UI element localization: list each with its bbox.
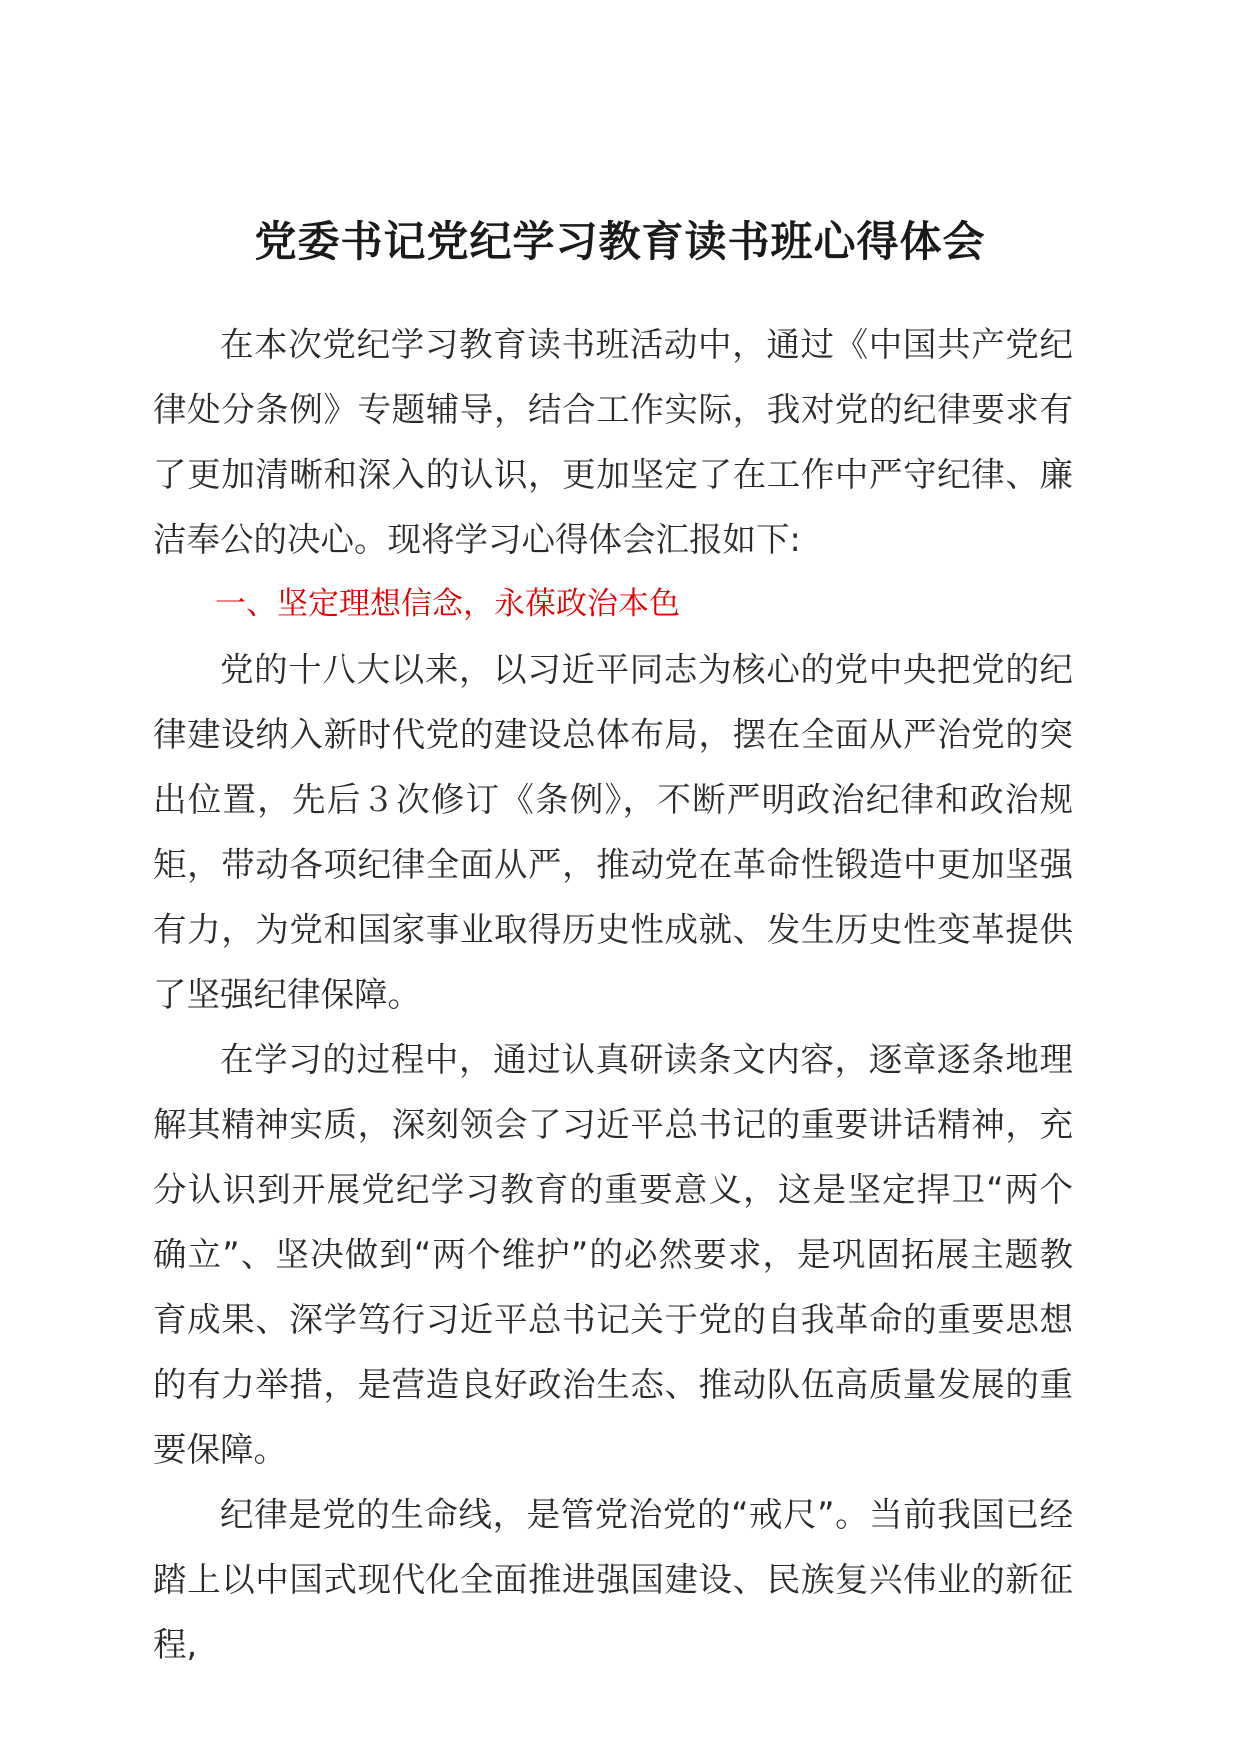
intro-paragraph: 在本次党纪学习教育读书班活动中，通过《中国共产党纪律处分条例》专题辅导，结合工作实际，我对党的纪律要求有了更加清晰和深入的认识，更加坚定了在工作中严守纪律、廉洁奉公的决心。现将学习心得体会汇报如下: — [153, 325, 1073, 559]
body-paragraph-2: 在学习的过程中，通过认真研读条文内容，逐章逐条地理解其精神实质，深刻领会了习近平总书记的重要讲话精神，充分认识到开展党纪学习教育的重要意义，这是坚定捍卫“两个确立”、坚决做到“两个维护”的必然要求，是巩固拓展主题教育成果、深学笃行习近平总书记关于党的自我革命的重要思想的有力举措，是营造良好政治生态、推动队伍高质量发展的重要保障。 — [153, 1040, 1073, 1469]
section-heading: 一、坚定理想信念，永葆政治本色 — [215, 586, 680, 622]
body-paragraph-1: 党的十八大以来，以习近平同志为核心的党中央把党的纪律建设纳入新时代党的建设总体布局，摆在全面从严治党的突出位置，先后３次修订《条例》，不断严明政治纪律和政治规矩，带动各项纪律全面从严，推动党在革命性锻造中更加坚强有力，为党和国家事业取得历史性成就、发生历史性变革提供了坚强纪律保障。 — [153, 650, 1073, 1014]
document-title: 党委书记党纪学习教育读书班心得体会 — [254, 217, 986, 266]
document-body — [153, 312, 1073, 1677]
body-paragraph-3: 纪律是党的生命线，是管党治党的“戒尺”。当前我国已经踏上以中国式现代化全面推进强国建设、民族复兴伟业的新征程, — [153, 1495, 1073, 1664]
